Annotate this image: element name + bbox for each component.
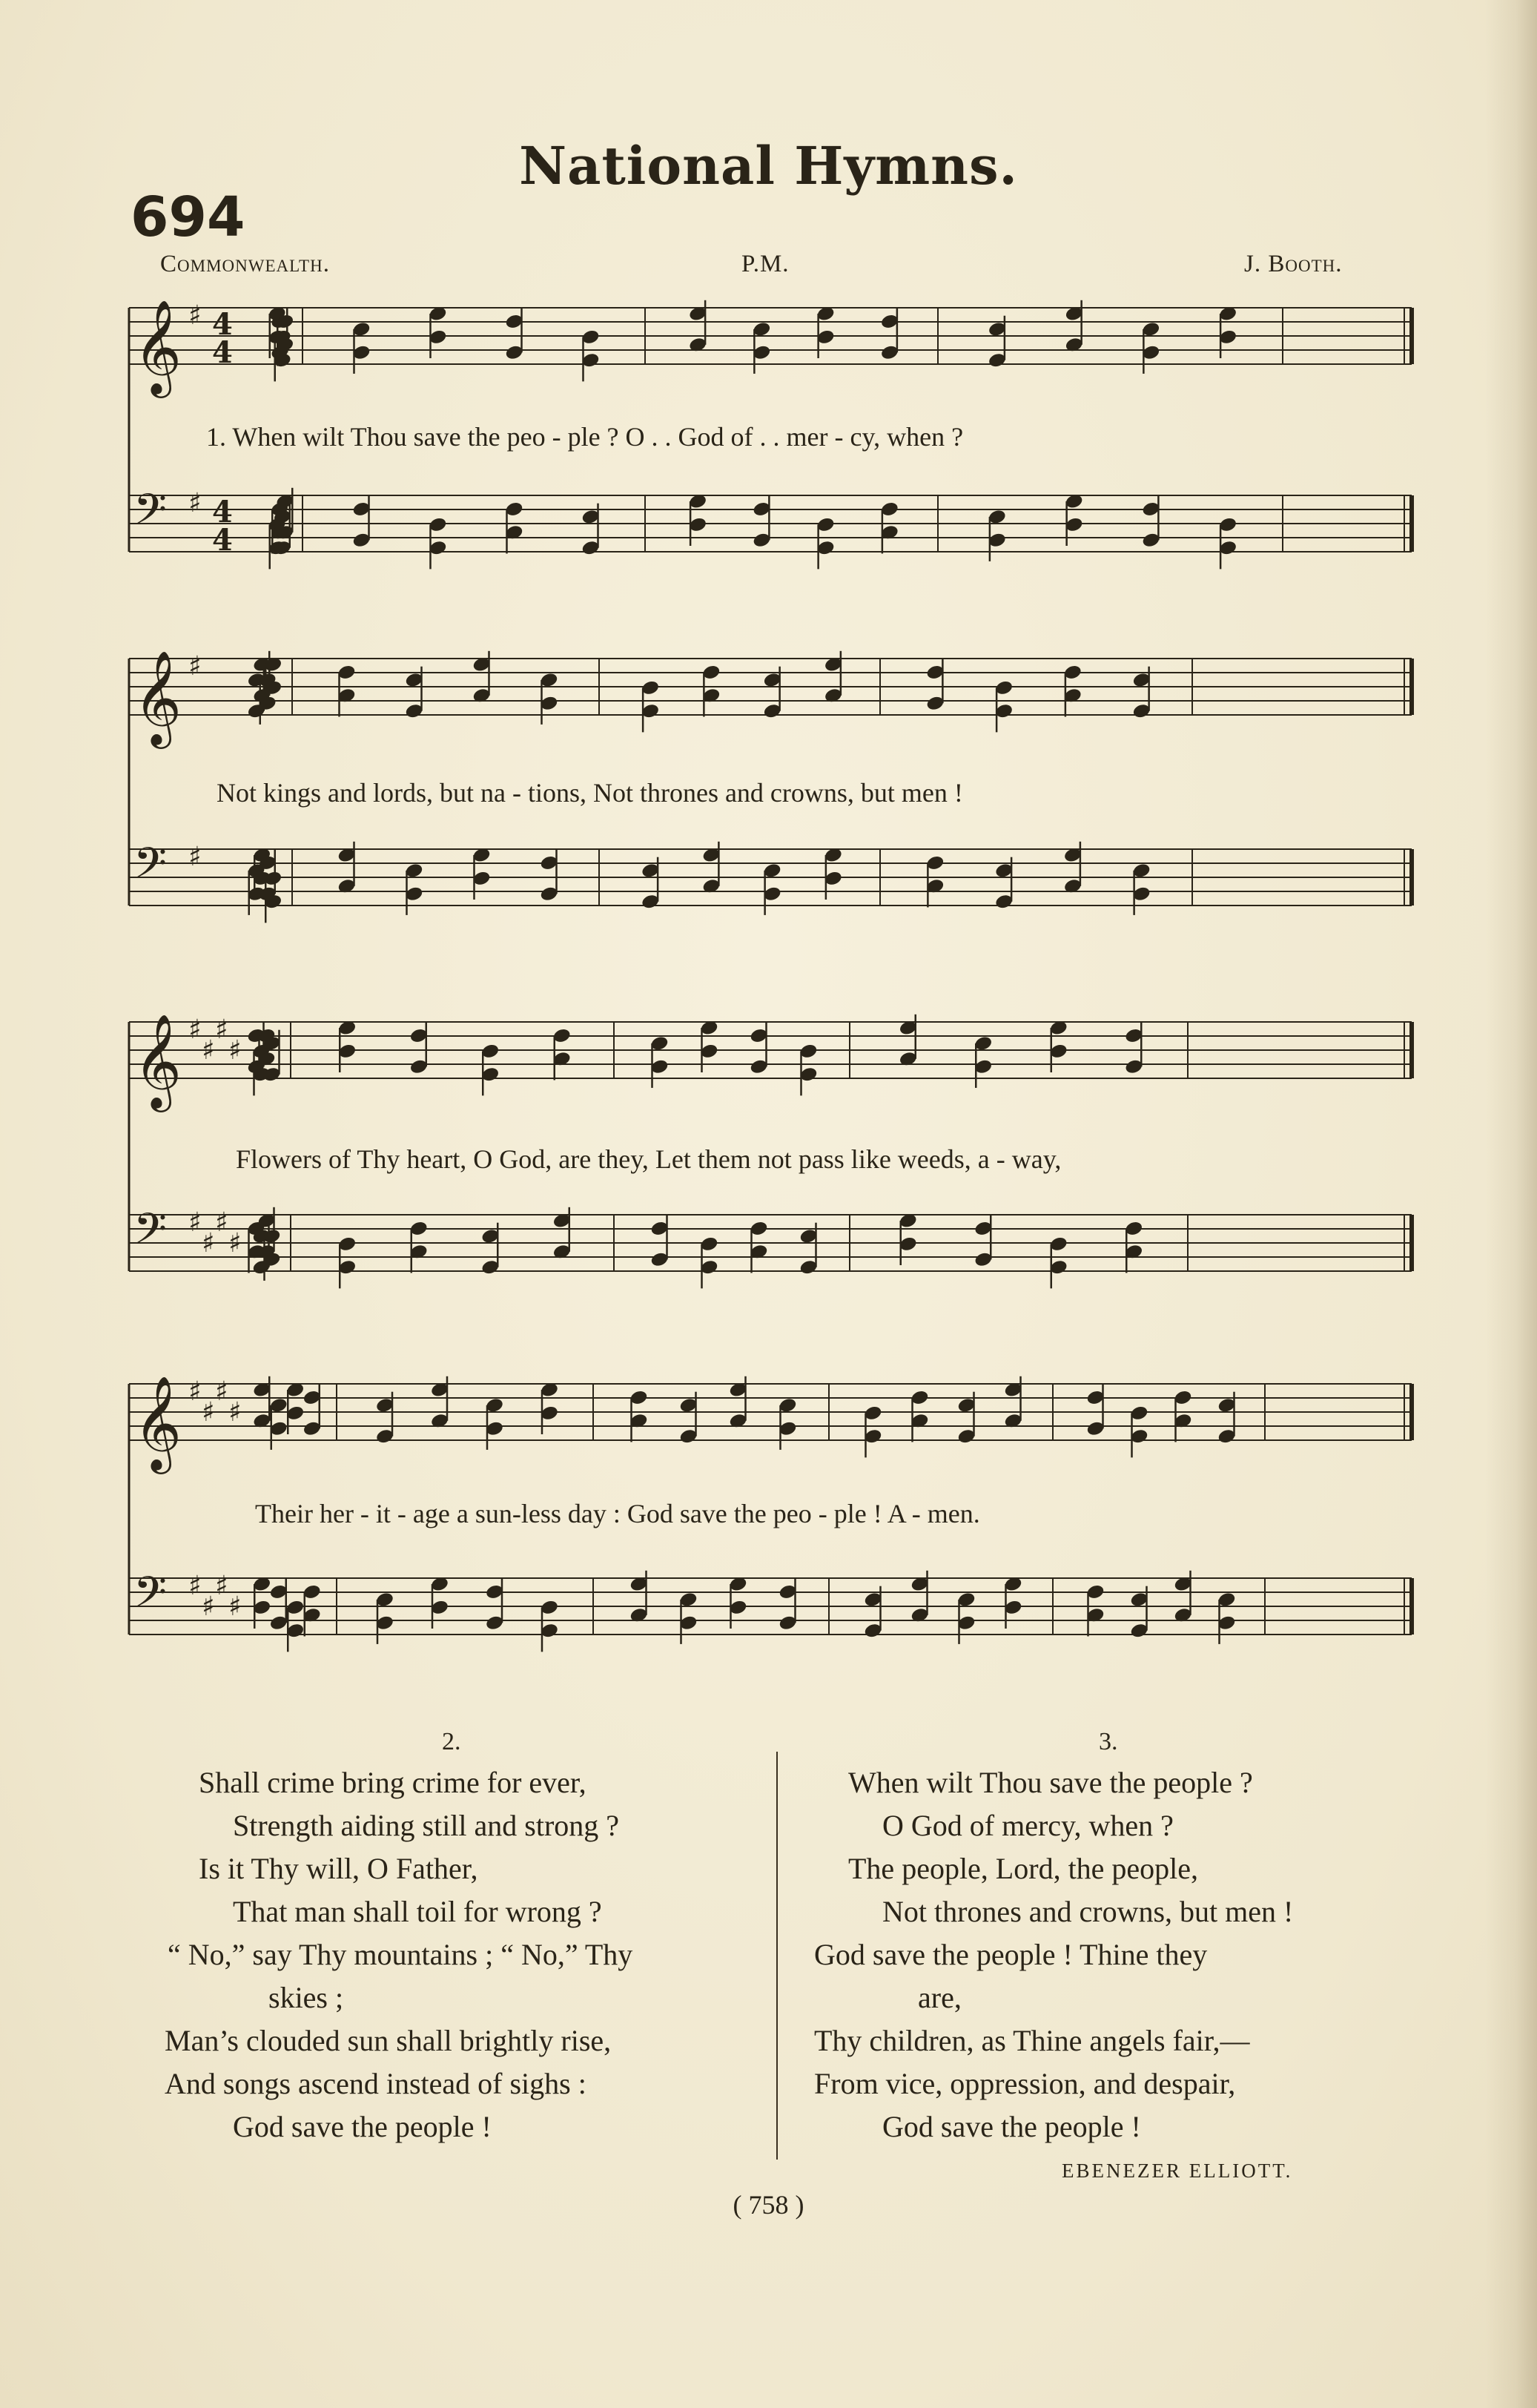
verse-number-3: 3. xyxy=(1099,1728,1118,1755)
verse-number-2: 2. xyxy=(442,1728,461,1755)
composer: J. Booth. xyxy=(1244,251,1343,277)
time-signature: 4 xyxy=(212,495,233,530)
verse-line: Man’s clouded sun shall brightly rise, xyxy=(165,2024,612,2057)
treble-clef-icon: 𝄞 xyxy=(133,1375,182,1470)
sharp-icon: ♯ xyxy=(215,1571,228,1601)
sharp-icon: ♯ xyxy=(228,1035,242,1066)
verse-line: And songs ascend instead of sighs : xyxy=(165,2067,586,2100)
verse-line: are, xyxy=(918,1981,962,2014)
sharp-icon: ♯ xyxy=(188,1571,202,1601)
verse-line: God save the people ! xyxy=(233,2110,492,2143)
bass-clef-icon: 𝄢 xyxy=(133,484,168,545)
treble-clef-icon: 𝄞 xyxy=(133,299,182,394)
time-signature: 4 xyxy=(212,523,233,558)
sharp-icon: ♯ xyxy=(215,1207,228,1238)
meter: P.M. xyxy=(741,251,790,277)
lyrics-system-2: Not kings and lords, but na - tions, Not thrones and crowns, but men ! xyxy=(216,778,963,808)
sharp-icon: ♯ xyxy=(202,1035,215,1066)
verse-line: When wilt Thou save the people ? xyxy=(848,1766,1253,1799)
sharp-icon: ♯ xyxy=(188,300,202,331)
sharp-icon: ♯ xyxy=(188,1015,202,1045)
hymn-number: 694 xyxy=(130,185,245,249)
verse-line: Thy children, as Thine angels fair,— xyxy=(814,2024,1250,2057)
sharp-icon: ♯ xyxy=(188,651,202,682)
sharp-icon: ♯ xyxy=(188,488,202,518)
sharp-icon: ♯ xyxy=(188,842,202,872)
verse-line: Shall crime bring crime for ever, xyxy=(199,1766,586,1799)
bass-clef-icon: 𝄢 xyxy=(133,838,168,899)
tune-name: Commonwealth. xyxy=(160,251,330,277)
sharp-icon: ♯ xyxy=(228,1397,242,1428)
verse-line: O God of mercy, when ? xyxy=(882,1809,1174,1842)
lyrics-system-4: Their her - it - age a sun-less day : God save the peo - ple ! A - men. xyxy=(255,1499,980,1528)
verse-divider xyxy=(776,1752,778,2160)
sharp-icon: ♯ xyxy=(202,1228,215,1259)
verse-line: The people, Lord, the people, xyxy=(848,1852,1199,1885)
treble-clef-icon: 𝄞 xyxy=(133,1013,182,1108)
sharp-icon: ♯ xyxy=(215,1376,228,1407)
bass-clef-icon: 𝄢 xyxy=(133,1567,168,1628)
verse-line: God save the people ! Thine they xyxy=(814,1938,1208,1971)
sharp-icon: ♯ xyxy=(202,1397,215,1428)
sharp-icon: ♯ xyxy=(228,1591,242,1622)
time-signature: 4 xyxy=(212,307,233,342)
sharp-icon: ♯ xyxy=(202,1591,215,1622)
verse-line: From vice, oppression, and despair, xyxy=(814,2067,1236,2100)
verse-line: “ No,” say Thy mountains ; “ No,” Thy xyxy=(168,1938,633,1971)
lyrics-system-3: Flowers of Thy heart, O God, are they, Let them not pass like weeds, a - way, xyxy=(236,1144,1062,1174)
verse-line: Strength aiding still and strong ? xyxy=(233,1809,620,1842)
verse-line: Is it Thy will, O Father, xyxy=(199,1852,478,1885)
time-signature: 4 xyxy=(212,335,233,370)
bass-clef-icon: 𝄢 xyxy=(133,1204,168,1264)
sharp-icon: ♯ xyxy=(188,1376,202,1407)
page-number: ( 758 ) xyxy=(733,2190,804,2220)
verse-line: That man shall toil for wrong ? xyxy=(233,1895,602,1928)
treble-clef-icon: 𝄞 xyxy=(133,650,182,745)
verse-line: Not thrones and crowns, but men ! xyxy=(882,1895,1294,1928)
author: EBENEZER ELLIOTT. xyxy=(1062,2160,1293,2182)
section-title: National Hymns. xyxy=(519,135,1018,197)
sharp-icon: ♯ xyxy=(188,1207,202,1238)
sharp-icon: ♯ xyxy=(215,1015,228,1045)
verse-line: God save the people ! xyxy=(882,2110,1141,2143)
sharp-icon: ♯ xyxy=(228,1228,242,1259)
verse-line: skies ; xyxy=(268,1981,344,2014)
lyrics-system-1: 1. When wilt Thou save the peo - ple ? O . . God of . . mer - cy, when ? xyxy=(206,422,964,452)
